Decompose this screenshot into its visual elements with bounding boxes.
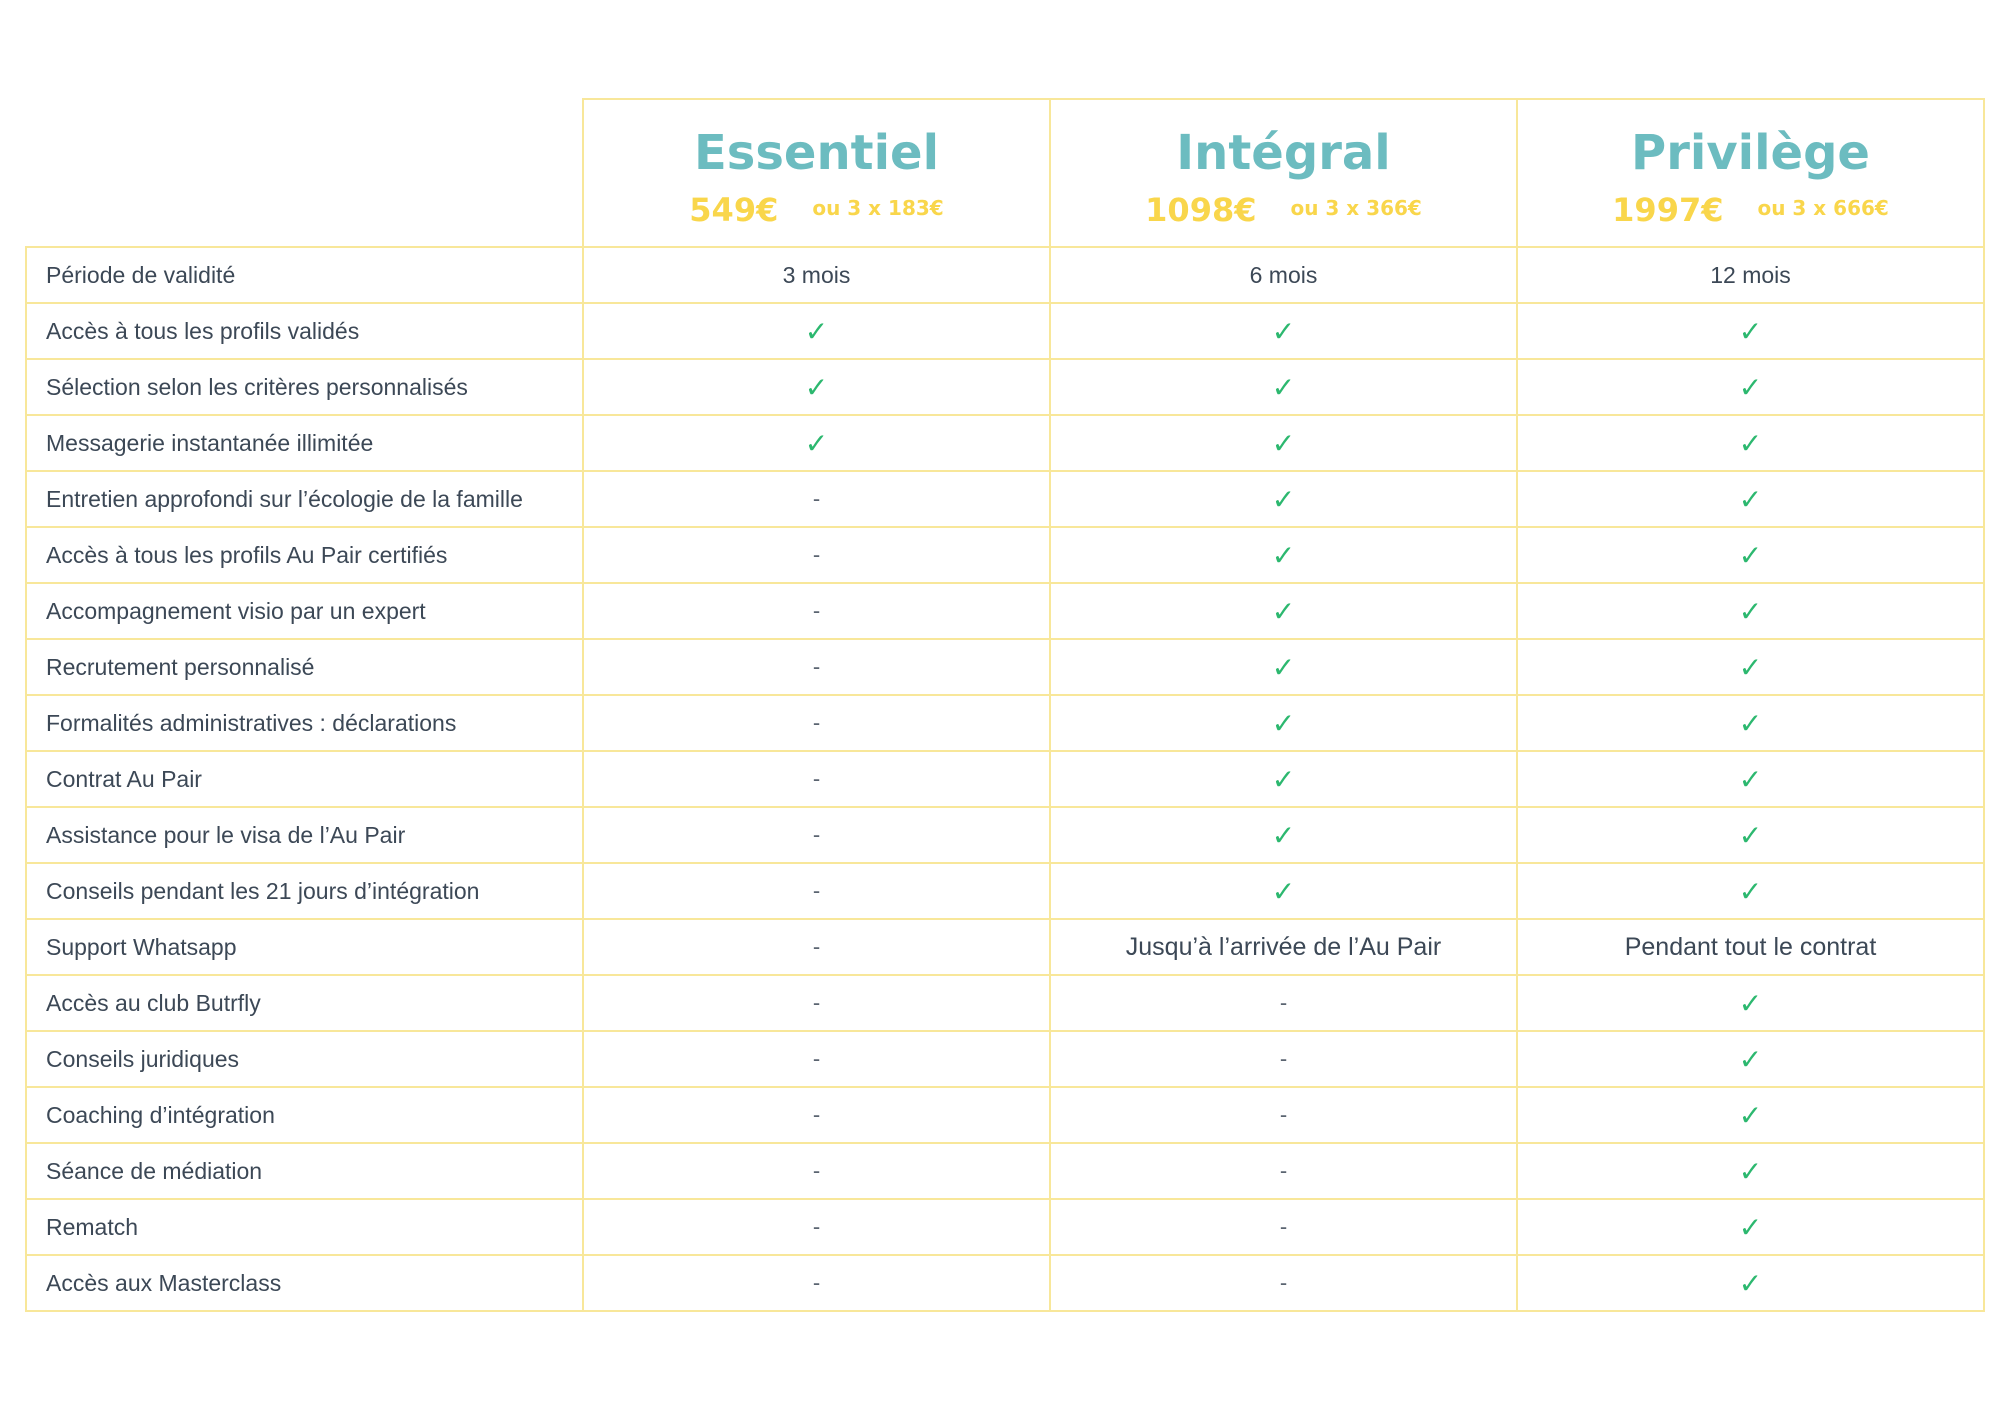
feature-value: 3 mois: [583, 247, 1050, 303]
feature-row: [26, 807, 1984, 863]
not-included-dash: -: [583, 975, 1050, 1031]
feature-label: Contrat Au Pair: [26, 751, 583, 807]
plan-name: Intégral: [1176, 125, 1391, 181]
check-icon: ✓: [1050, 751, 1517, 807]
check-icon: ✓: [1517, 863, 1984, 919]
plan-price: 1997€: [1612, 191, 1724, 229]
not-included-dash: -: [583, 527, 1050, 583]
not-included-dash: -: [1050, 1031, 1517, 1087]
feature-row: [26, 303, 1984, 359]
check-icon: ✓: [1517, 1199, 1984, 1255]
feature-row: [26, 1031, 1984, 1087]
plan-price-line: [1051, 191, 1516, 229]
feature-label: Sélection selon les critères personnalisés: [26, 359, 583, 415]
plan-price: 549€: [689, 191, 779, 229]
feature-label: Formalités administratives : déclarations: [26, 695, 583, 751]
plan-installments: ou 3 x 666€: [1757, 196, 1889, 220]
feature-label: Séance de médiation: [26, 1143, 583, 1199]
check-icon: ✓: [1517, 359, 1984, 415]
check-icon: ✓: [1517, 1255, 1984, 1311]
not-included-dash: -: [583, 1255, 1050, 1311]
feature-label: Messagerie instantanée illimitée: [26, 415, 583, 471]
check-icon: ✓: [1517, 471, 1984, 527]
check-icon: ✓: [1517, 1143, 1984, 1199]
check-icon: ✓: [1050, 471, 1517, 527]
plan-installments: ou 3 x 183€: [812, 196, 944, 220]
plan-price-line: [584, 191, 1049, 229]
feature-label: Recrutement personnalisé: [26, 639, 583, 695]
check-icon: ✓: [1050, 807, 1517, 863]
check-icon: ✓: [1050, 583, 1517, 639]
feature-row: [26, 863, 1984, 919]
check-icon: ✓: [1517, 303, 1984, 359]
check-icon: ✓: [1517, 583, 1984, 639]
feature-label: Accompagnement visio par un expert: [26, 583, 583, 639]
feature-label: Conseils pendant les 21 jours d’intégration: [26, 863, 583, 919]
plan-installments: ou 3 x 366€: [1290, 196, 1422, 220]
feature-label: Entretien approfondi sur l’écologie de la famille: [26, 471, 583, 527]
feature-rows: [26, 247, 1984, 1311]
check-icon: ✓: [1050, 639, 1517, 695]
plan-name: Essentiel: [693, 125, 940, 181]
not-included-dash: -: [583, 1143, 1050, 1199]
feature-label: Rematch: [26, 1199, 583, 1255]
feature-row: [26, 639, 1984, 695]
not-included-dash: -: [583, 863, 1050, 919]
feature-row: [26, 975, 1984, 1031]
check-icon: ✓: [1517, 975, 1984, 1031]
plan-header-privilege: [1517, 99, 1984, 247]
not-included-dash: -: [583, 1031, 1050, 1087]
feature-row: [26, 247, 1984, 303]
feature-label: Période de validité: [26, 247, 583, 303]
plan-price-line: [1518, 191, 1983, 229]
check-icon: ✓: [1050, 303, 1517, 359]
check-icon: ✓: [1517, 639, 1984, 695]
not-included-dash: -: [1050, 1255, 1517, 1311]
check-icon: ✓: [1517, 527, 1984, 583]
check-icon: ✓: [1517, 1031, 1984, 1087]
feature-value: Jusqu’à l’arrivée de l’Au Pair: [1050, 919, 1517, 975]
feature-value: 12 mois: [1517, 247, 1984, 303]
check-icon: ✓: [1517, 695, 1984, 751]
feature-label: Accès aux Masterclass: [26, 1255, 583, 1311]
feature-row: [26, 1199, 1984, 1255]
check-icon: ✓: [583, 359, 1050, 415]
plan-header-integral: [1050, 99, 1517, 247]
feature-label: Assistance pour le visa de l’Au Pair: [26, 807, 583, 863]
check-icon: ✓: [1517, 415, 1984, 471]
not-included-dash: -: [583, 639, 1050, 695]
not-included-dash: -: [583, 583, 1050, 639]
feature-label: Accès au club Butrfly: [26, 975, 583, 1031]
not-included-dash: -: [583, 471, 1050, 527]
plan-header-essentiel: [583, 99, 1050, 247]
not-included-dash: -: [583, 751, 1050, 807]
check-icon: ✓: [1517, 751, 1984, 807]
plan-header-row: [26, 99, 1984, 247]
feature-value: 6 mois: [1050, 247, 1517, 303]
feature-row: [26, 527, 1984, 583]
header-corner: [26, 99, 583, 247]
not-included-dash: -: [583, 1087, 1050, 1143]
feature-row: [26, 1087, 1984, 1143]
plan-price: 1098€: [1145, 191, 1257, 229]
feature-row: [26, 583, 1984, 639]
feature-row: [26, 471, 1984, 527]
not-included-dash: -: [583, 807, 1050, 863]
check-icon: ✓: [1050, 695, 1517, 751]
not-included-dash: -: [583, 695, 1050, 751]
feature-row: [26, 1143, 1984, 1199]
not-included-dash: -: [1050, 1199, 1517, 1255]
feature-row: [26, 415, 1984, 471]
check-icon: ✓: [1517, 1087, 1984, 1143]
check-icon: ✓: [1050, 863, 1517, 919]
feature-row: [26, 919, 1984, 975]
check-icon: ✓: [1517, 807, 1984, 863]
not-included-dash: -: [583, 919, 1050, 975]
not-included-dash: -: [1050, 1143, 1517, 1199]
feature-row: [26, 751, 1984, 807]
not-included-dash: -: [1050, 1087, 1517, 1143]
feature-row: [26, 1255, 1984, 1311]
feature-row: [26, 695, 1984, 751]
check-icon: ✓: [1050, 527, 1517, 583]
check-icon: ✓: [1050, 415, 1517, 471]
not-included-dash: -: [583, 1199, 1050, 1255]
feature-label: Accès à tous les profils validés: [26, 303, 583, 359]
feature-label: Accès à tous les profils Au Pair certifiés: [26, 527, 583, 583]
feature-value: Pendant tout le contrat: [1517, 919, 1984, 975]
plan-name: Privilège: [1631, 125, 1870, 181]
check-icon: ✓: [1050, 359, 1517, 415]
feature-label: Support Whatsapp: [26, 919, 583, 975]
feature-label: Coaching d’intégration: [26, 1087, 583, 1143]
not-included-dash: -: [1050, 975, 1517, 1031]
check-icon: ✓: [583, 415, 1050, 471]
feature-label: Conseils juridiques: [26, 1031, 583, 1087]
check-icon: ✓: [583, 303, 1050, 359]
feature-row: [26, 359, 1984, 415]
pricing-comparison-table: [25, 98, 1985, 1312]
